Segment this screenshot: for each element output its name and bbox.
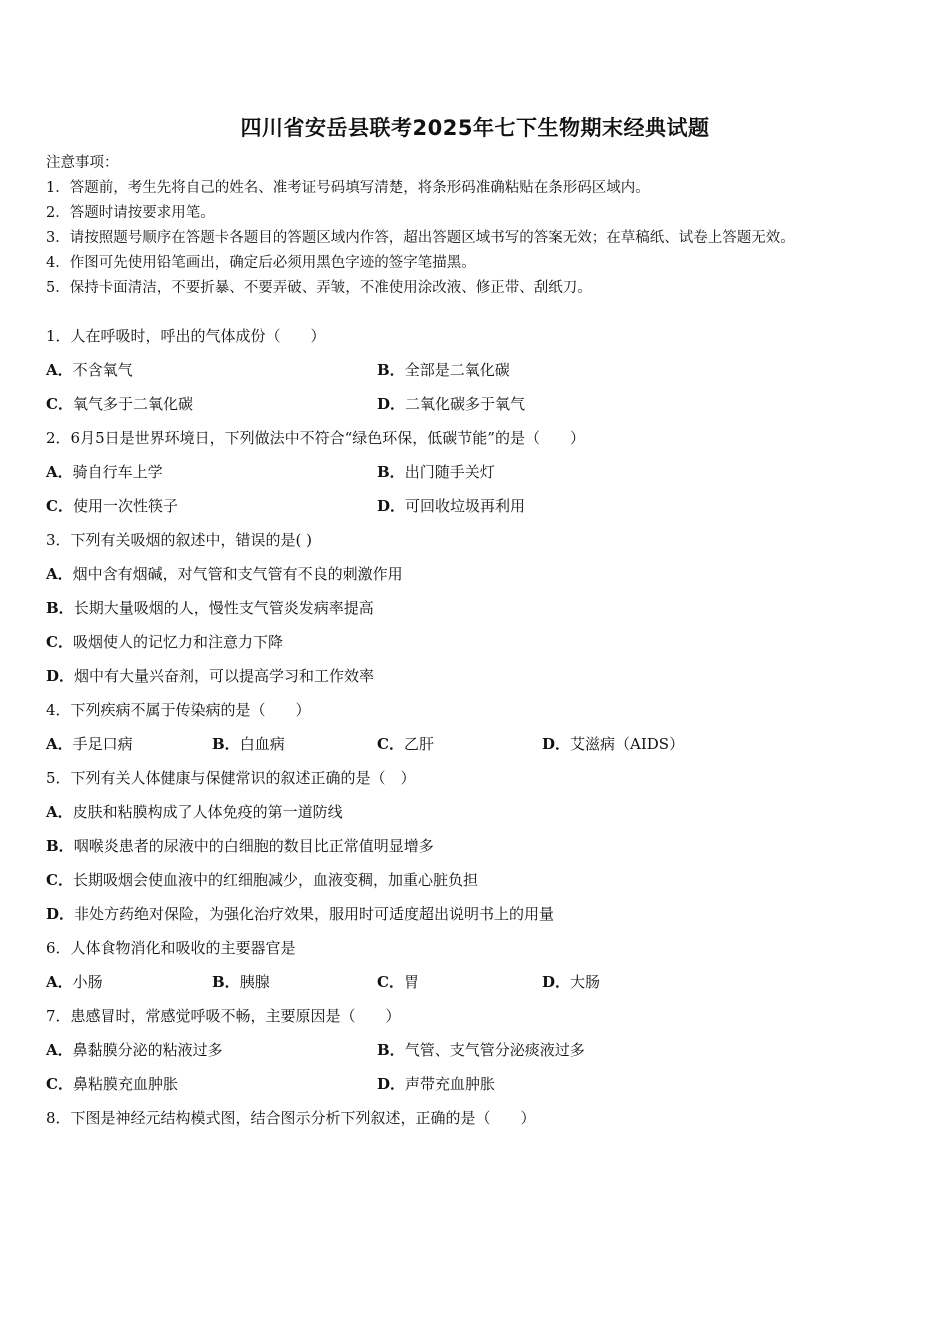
question-stem	[46, 1002, 916, 1036]
notice-item: 3．请按照题号顺序在答题卡各题目的答题区域内作答，超出答题区域书写的答案无效；在草稿纸、试卷上答题无效。	[46, 230, 795, 246]
notice-item: 1．答题前，考生先将自己的姓名、准考证号码填写清楚，将条形码准确粘贴在条形码区域内。	[46, 180, 650, 196]
option-a: A．手足口病	[46, 735, 133, 753]
question-stem	[46, 1104, 916, 1138]
option-c: C．吸烟使人的记忆力和注意力下降	[46, 633, 283, 651]
question-stem	[46, 764, 916, 798]
option-c: C．长期吸烟会使血液中的红细胞减少，血液变稠，加重心脏负担	[46, 871, 478, 889]
option-a: A．鼻黏膜分泌的粘液过多	[46, 1041, 223, 1059]
option-row	[46, 832, 916, 866]
option-d: D．大肠	[542, 973, 601, 991]
option-row	[46, 458, 916, 492]
option-row	[46, 390, 916, 424]
question-3-stem: 3．下列有关吸烟的叙述中，错误的是( )	[46, 531, 313, 549]
question-stem	[46, 526, 916, 560]
option-row	[46, 968, 916, 1002]
option-d: D．可回收垃圾再利用	[377, 497, 526, 515]
option-row	[46, 798, 916, 832]
option-row	[46, 662, 916, 696]
option-b: B．白血病	[212, 735, 285, 753]
notice-item: 2．答题时请按要求用笔。	[46, 205, 215, 221]
notice-item: 4．作图可先使用铅笔画出，确定后必须用黑色字迹的签字笔描黑。	[46, 255, 476, 271]
option-row	[46, 560, 916, 594]
option-d: D．非处方药绝对保险，为强化治疗效果，服用时可适度超出说明书上的用量	[46, 905, 555, 923]
option-row	[46, 628, 916, 662]
question-stem	[46, 424, 916, 458]
option-c: C．使用一次性筷子	[46, 497, 178, 515]
question-stem	[46, 934, 916, 968]
option-a: A．不含氧气	[46, 361, 133, 379]
option-row	[46, 1036, 916, 1070]
question-stem	[46, 696, 916, 730]
option-c: C．胃	[377, 973, 419, 991]
option-row	[46, 356, 916, 390]
option-b: B．胰腺	[212, 973, 270, 991]
question-stem	[46, 322, 916, 356]
option-row	[46, 900, 916, 934]
option-b: B．长期大量吸烟的人，慢性支气管炎发病率提高	[46, 599, 374, 617]
exam-title: 四川省安岳县联考2025年七下生物期末经典试题	[240, 116, 710, 140]
option-c: C．鼻粘膜充血肿胀	[46, 1075, 178, 1093]
option-row	[46, 730, 916, 764]
option-a: A．烟中含有烟碱，对气管和支气管有不良的刺激作用	[46, 565, 403, 583]
question-5-stem: 5．下列有关人体健康与保健常识的叙述正确的是（ ）	[46, 769, 416, 787]
question-6-stem: 6．人体食物消化和吸收的主要器官是	[46, 939, 296, 957]
option-d: D．艾滋病（AIDS）	[542, 735, 685, 753]
option-a: A．小肠	[46, 973, 103, 991]
option-b: B．全部是二氧化碳	[377, 361, 510, 379]
question-1-stem: 1．人在呼吸时，呼出的气体成份（ ）	[46, 327, 326, 345]
option-c: C．乙肝	[377, 735, 434, 753]
option-d: D．二氧化碳多于氧气	[377, 395, 526, 413]
question-8-stem: 8．下图是神经元结构模式图，结合图示分析下列叙述，正确的是（ ）	[46, 1109, 536, 1127]
option-row	[46, 492, 916, 526]
option-row	[46, 1070, 916, 1104]
option-a: A．骑自行车上学	[46, 463, 163, 481]
option-row	[46, 866, 916, 900]
question-4-stem: 4．下列疾病不属于传染病的是（ ）	[46, 701, 311, 719]
notice-section	[46, 151, 916, 301]
notice-heading: 注意事项：	[46, 155, 119, 171]
option-row	[46, 594, 916, 628]
option-d: D．烟中有大量兴奋剂，可以提高学习和工作效率	[46, 667, 375, 685]
option-b: B．气管、支气管分泌痰液过多	[377, 1041, 585, 1059]
question-list	[46, 322, 916, 1138]
option-a: A．皮肤和粘膜构成了人体免疫的第一道防线	[46, 803, 343, 821]
option-d: D．声带充血肿胀	[377, 1075, 496, 1093]
notice-item: 5．保持卡面清洁，不要折暴、不要弄破、弄皱，不准使用涂改液、修正带、刮纸刀。	[46, 280, 592, 296]
question-2-stem: 2．6月5日是世界环境日，下列做法中不符合“绿色环保，低碳节能”的是（ ）	[46, 429, 585, 447]
option-c: C．氧气多于二氧化碳	[46, 395, 193, 413]
option-b: B．咽喉炎患者的尿液中的白细胞的数目比正常值明显增多	[46, 837, 434, 855]
question-7-stem: 7．患感冒时，常感觉呼吸不畅，主要原因是（ ）	[46, 1007, 401, 1025]
option-b: B．出门随手关灯	[377, 463, 495, 481]
